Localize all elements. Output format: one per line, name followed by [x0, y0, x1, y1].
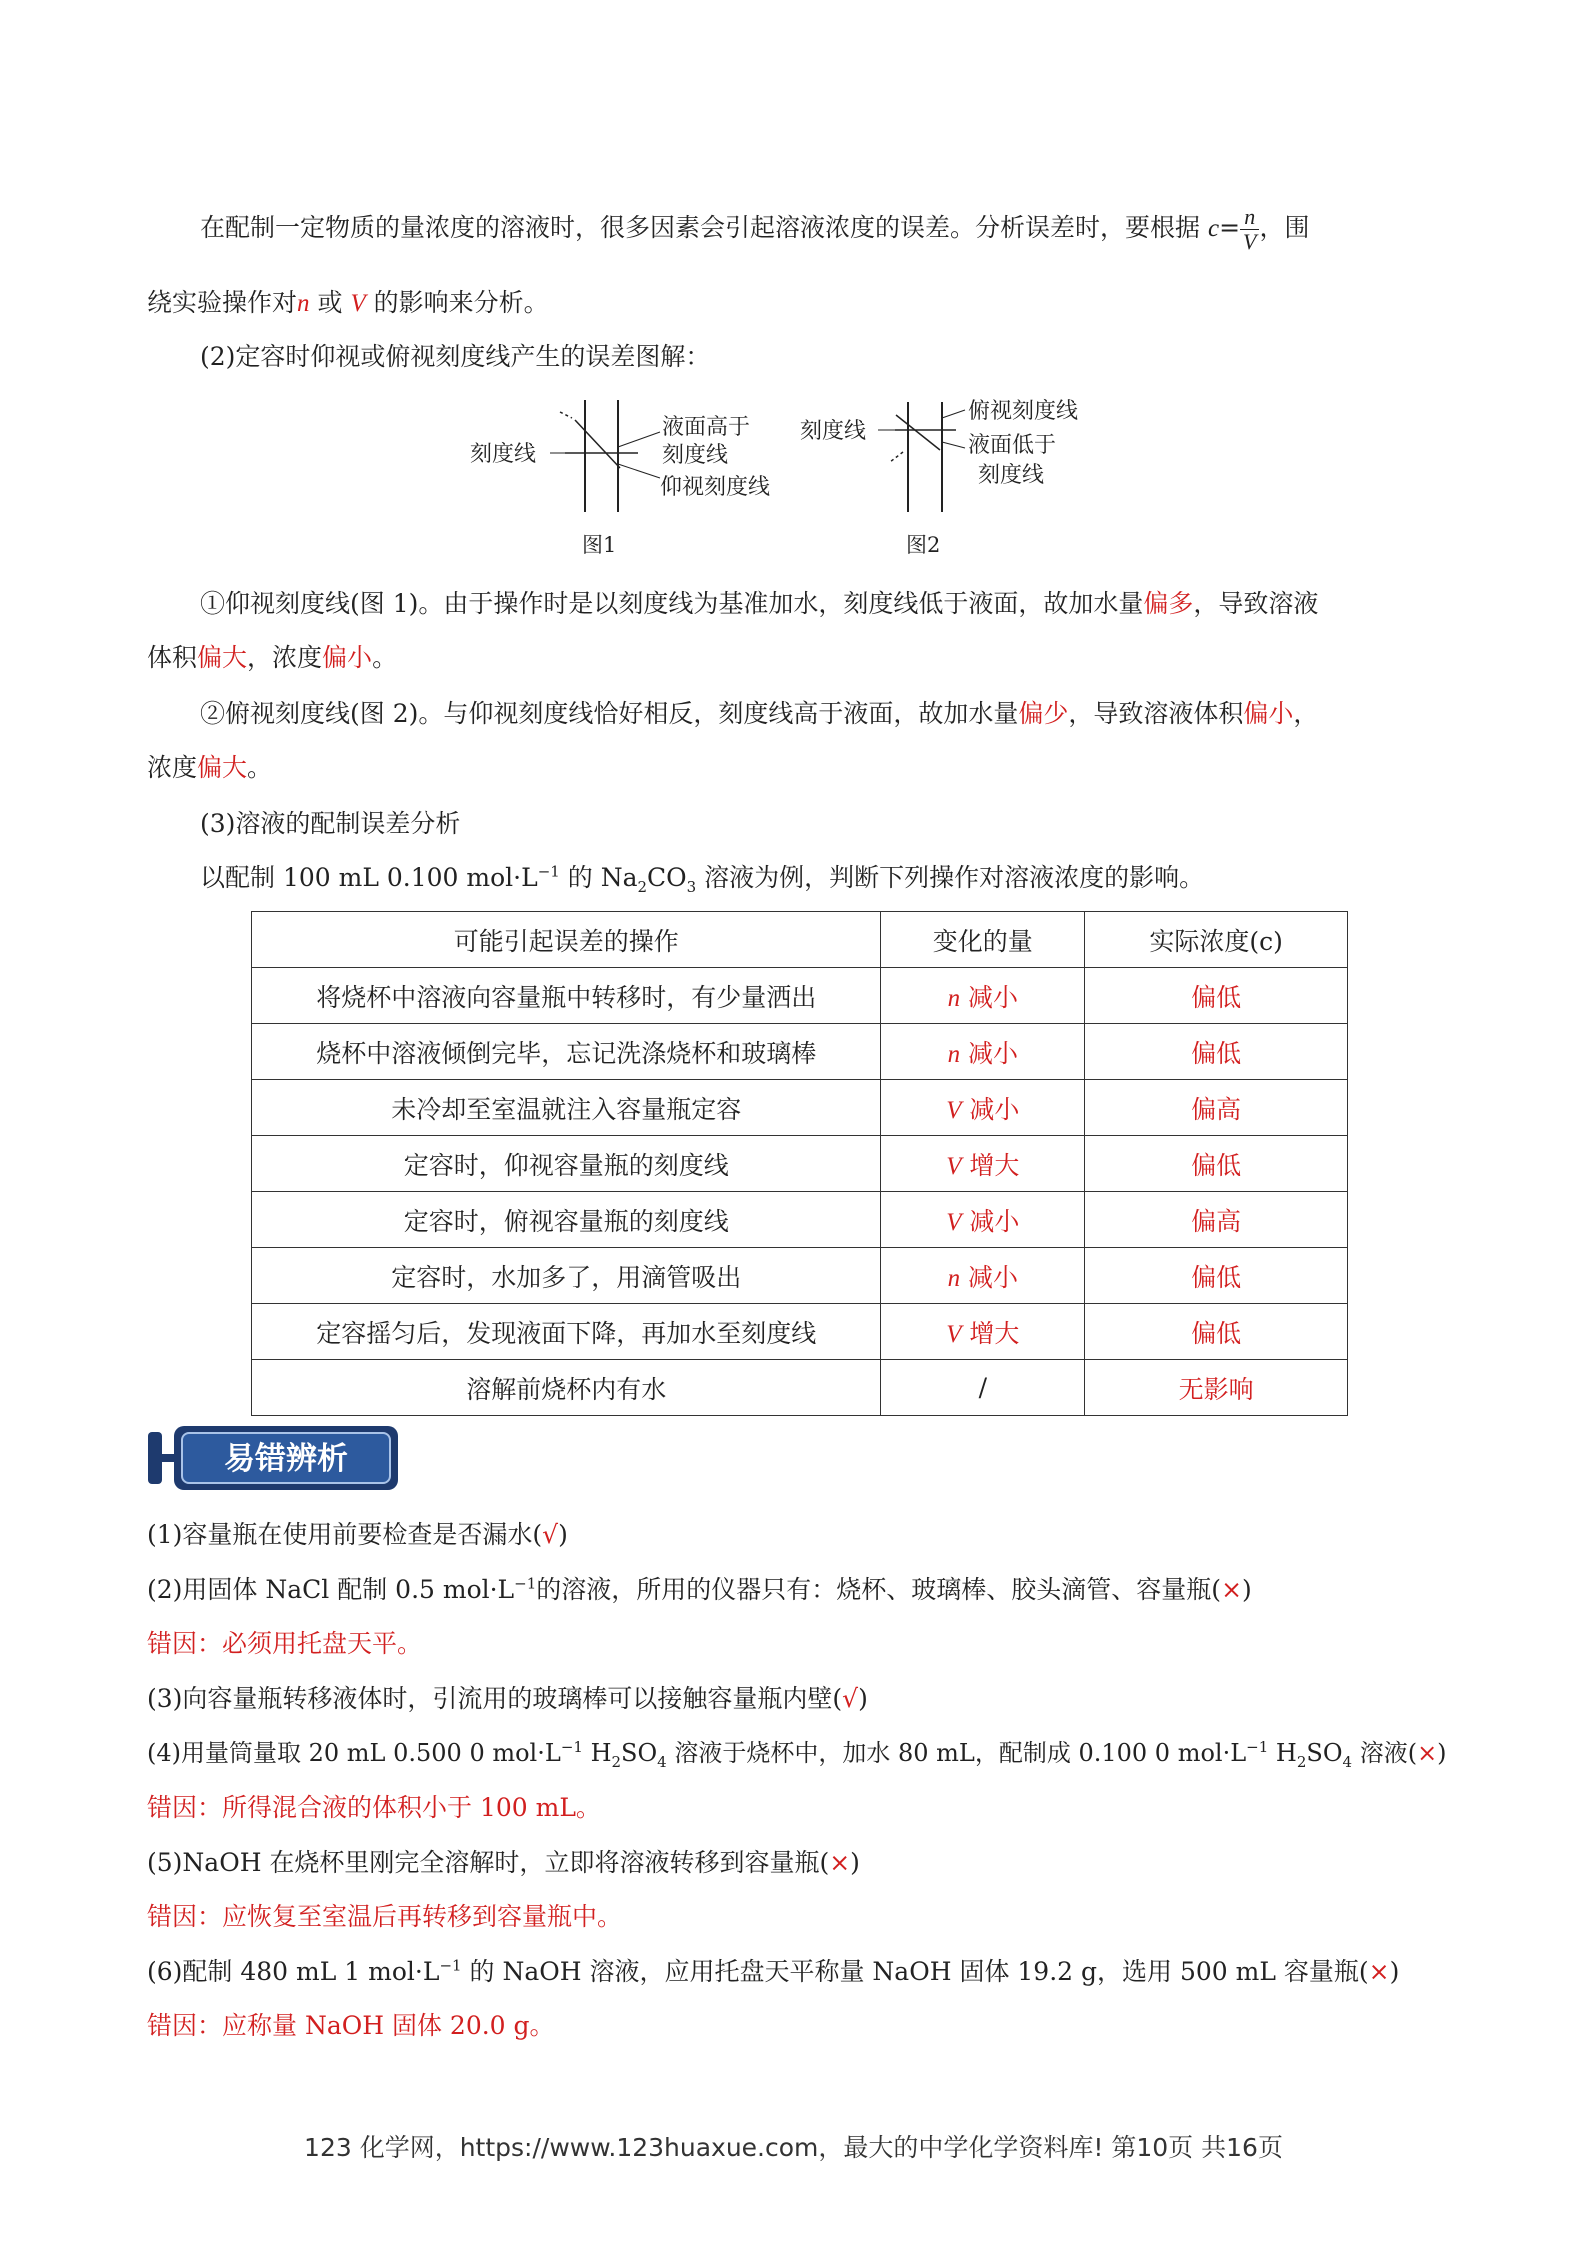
- header-operation: 可能引起误差的操作: [252, 912, 881, 968]
- fig2-caption: 图2: [906, 533, 941, 557]
- fig2-label-c: 刻度线: [978, 463, 1045, 488]
- table-row: 烧杯中溶液倾倒完毕，忘记洗涤烧杯和玻璃棒 n 减小 偏低: [252, 1024, 1348, 1080]
- fraction-n-over-v: $\frac{n}{V}$: [1240, 205, 1259, 254]
- error-analysis-table: [251, 911, 1348, 1416]
- table-header-row: [252, 912, 1348, 968]
- judgment-5: (5)NaOH 在烧杯里刚完全溶解时，立即将溶液转移到容量瓶(×): [147, 1848, 860, 1877]
- point-1-line-1: ①仰视刻度线(图 1)。由于操作时是以刻度线为基准加水，刻度线低于液面，故加水量偏多，导致溶液: [200, 589, 1319, 618]
- point-1-line-2: 体积偏大，浓度偏小。: [147, 643, 398, 672]
- table-row: 将烧杯中溶液向容量瓶中转移时，有少量洒出 n 减小 偏低: [252, 968, 1348, 1024]
- judgment-1: (1)容量瓶在使用前要检查是否漏水(√): [147, 1520, 568, 1549]
- table-row: 定容摇匀后，发现液面下降，再加水至刻度线 V 增大 偏低: [252, 1304, 1348, 1360]
- error-reason-4: 错因：所得混合液的体积小于 100 mL。: [147, 1793, 601, 1822]
- meniscus-diagram: [460, 390, 1120, 565]
- section-banner: [148, 1422, 400, 1494]
- banner-title: 易错辨析: [224, 1441, 348, 1477]
- section-3-title: (3)溶液的配制误差分析: [200, 809, 461, 838]
- page-footer: 123 化学网，https://www.123huaxue.com，最大的中学化学资料库! 第10页 共16页: [304, 2133, 1283, 2162]
- fig1-caption: 图1: [582, 533, 617, 557]
- fig1-label-b: 刻度线: [662, 443, 729, 468]
- error-reason-2: 错因：必须用托盘天平。: [147, 1629, 423, 1658]
- judgment-3: (3)向容量瓶转移液体时，引流用的玻璃棒可以接触容量瓶内壁(√): [147, 1684, 868, 1713]
- figure-2: [800, 399, 1078, 557]
- intro-line-2: 绕实验操作对n 或 V 的影响来分析。: [147, 288, 549, 317]
- error-reason-6: 错因：应称量 NaOH 固体 20.0 g。: [147, 2011, 555, 2040]
- table-row: 溶解前烧杯内有水 / 无影响: [252, 1360, 1348, 1416]
- fig2-sight-line: [896, 415, 940, 450]
- judgment-2: (2)用固体 NaCl 配制 0.5 $mol\cdot L^{-1}$的溶液，所用的仪器只有：烧杯、玻璃棒、胶头滴管、容量瓶(×): [147, 1574, 1252, 1604]
- point-2-line-2: 浓度偏大。: [147, 753, 273, 782]
- fig1-label-a: 液面高于: [662, 415, 751, 440]
- table-row: 定容时，俯视容量瓶的刻度线 V 减小 偏高: [252, 1192, 1348, 1248]
- table-row: 定容时，水加多了，用滴管吸出 n 减小 偏低: [252, 1248, 1348, 1304]
- fig1-label-c: 仰视刻度线: [660, 475, 771, 500]
- intro-line-1: 在配制一定物质的量浓度的溶液时，很多因素会引起溶液浓度的误差。分析误差时，要根据 c= $\frac{n}{V}$ ，围: [200, 204, 1310, 254]
- section-2-title: (2)定容时仰视或俯视刻度线产生的误差图解：: [200, 342, 711, 371]
- fig1-sight-line: [575, 420, 620, 468]
- point-2-line-1: ②俯视刻度线(图 2)。与仰视刻度线恰好相反，刻度线高于液面，故加水量偏少，导致溶液体积偏小，: [200, 699, 1319, 728]
- fig2-label-b: 液面低于: [968, 433, 1057, 458]
- judgment-6: (6)配制 480 mL 1 $mol\cdot L^{-1}$ 的 NaOH 溶液，应用托盘天平称量 NaOH 固体 19.2 g，选用 500 mL 容量瓶(×): [147, 1956, 1400, 1986]
- formula-c: c: [1207, 215, 1220, 242]
- header-concentration: 实际浓度(c): [1085, 912, 1348, 968]
- fig1-scale-label: 刻度线: [470, 442, 537, 467]
- table-row: 定容时，仰视容量瓶的刻度线 V 增大 偏低: [252, 1136, 1348, 1192]
- figure-1: [470, 400, 770, 557]
- table-row: 未冷却至室温就注入容量瓶定容 V 减小 偏高: [252, 1080, 1348, 1136]
- example-statement: 以配制 100 mL 0.100 $mol\cdot L^{-1}$ 的 $Na_2CO_3$ 溶液为例，判断下列操作对溶液浓度的影响。: [200, 862, 1205, 896]
- header-variable: 变化的量: [881, 912, 1085, 968]
- error-reason-5: 错因：应恢复至室温后再转移到容量瓶中。: [147, 1902, 623, 1931]
- fig2-scale-label: 刻度线: [800, 419, 867, 444]
- judgment-4: (4)用量筒量取 20 mL 0.500 0 $mol\cdot L^{-1}$ $H_2SO_4$ 溶液于烧杯中，加水 80 mL，配制成 0.100 0 $mol\cdot L^{-1}$ $H_2SO_4$ 溶液(×): [147, 1738, 1447, 1771]
- fig2-label-a: 俯视刻度线: [968, 399, 1079, 424]
